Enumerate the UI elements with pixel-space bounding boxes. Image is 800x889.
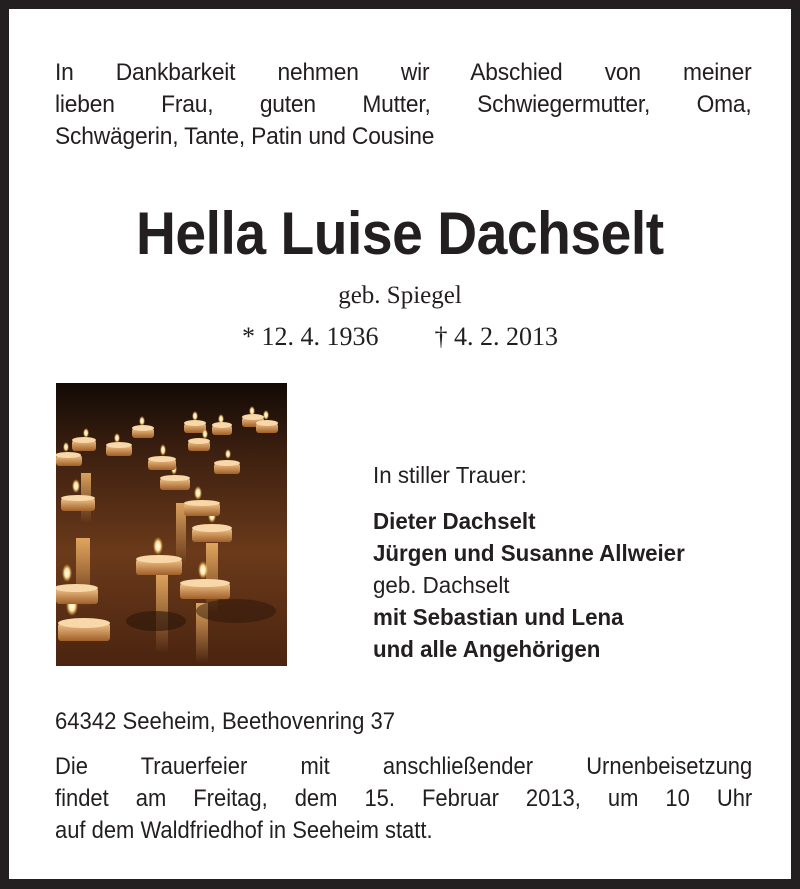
intro-line: Schwägerin, Tante, Patin und Cousine [55,123,435,150]
intro-line: lieben Frau, guten Mutter, Schwiegermutter, Oma, [55,91,752,118]
address: 64342 Seeheim, Beethovenring 37 [55,708,396,735]
deceased-name-text: Hella Luise Dachselt [136,200,664,267]
deceased-name [9,199,791,269]
maiden-name: geb. Spiegel [338,282,462,309]
mourner-line: und alle Angehörigen [373,636,601,662]
service-line: auf dem Waldfriedhof in Seeheim statt. [55,817,433,844]
service-line: Die Trauerfeier mit anschließender Urnenbeisetzung [55,753,753,780]
mourner-line: geb. Dachselt [373,572,510,598]
candles-photo [56,383,287,666]
mourners-block [373,459,773,665]
mourner-line: Jürgen und Susanne Allweier [373,540,685,566]
death-date: † 4. 2. 2013 [434,322,558,351]
intro-line: In Dankbarkeit nehmen wir Abschied von meiner [55,59,752,86]
service-info [55,751,752,847]
mourner-line: mit Sebastian und Lena [373,604,624,630]
intro-text [55,57,752,153]
mourner-line: Dieter Dachselt [373,508,536,534]
life-dates [9,321,791,353]
birth-date: * 12. 4. 1936 [242,322,379,351]
obituary-notice [9,9,791,879]
service-line: findet am Freitag, dem 15. Februar 2013, um 10 Uhr [55,785,753,812]
mourners-lead: In stiller Trauer: [373,462,527,488]
